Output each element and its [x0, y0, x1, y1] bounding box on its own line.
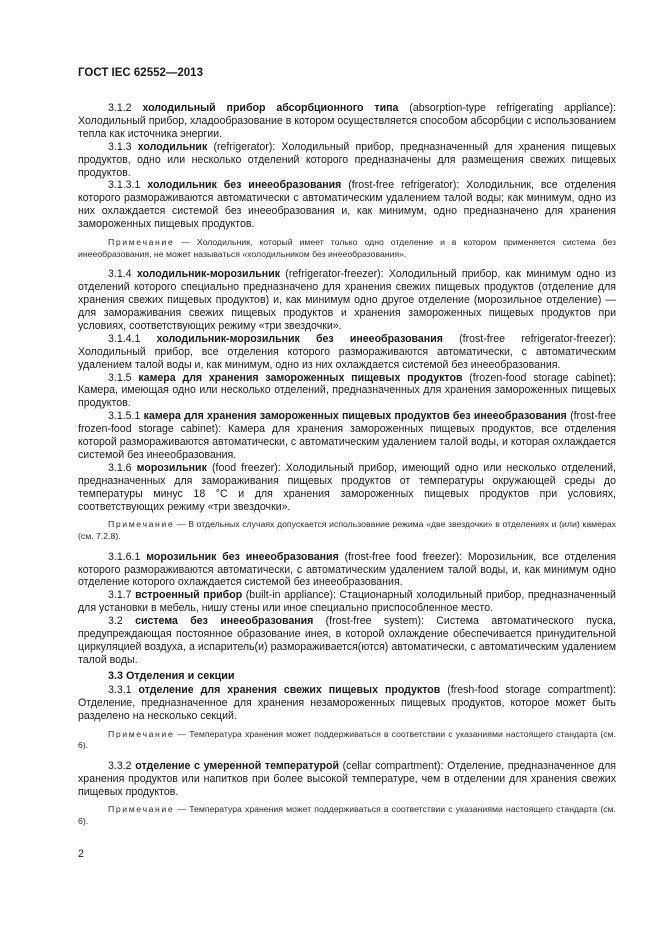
definition-paragraph — [78, 760, 616, 799]
note-label: Примечание — [108, 804, 175, 815]
defined-term: камера для хранения замороженных пищевых продуктов без инееобразования — [143, 410, 567, 423]
note-paragraph — [78, 237, 616, 260]
clause-number: 3.1.2 — [108, 102, 132, 114]
clause-number: 3.1.5 — [108, 371, 132, 384]
definition-text: (frost-free refrigerator): Холодильник, все отделения которого размораживаются автоматически с автоматическим удалением талой воды; как минимум, одно из них охлаждается системой без инееобразования и, как минимум, одно предназначено для хранения замороженных пищевых продуктов. — [78, 179, 616, 231]
definition-paragraph — [78, 179, 616, 231]
clause-number: 3.1.3 — [108, 140, 132, 153]
definition-paragraph — [78, 551, 616, 590]
note-label: Примечание — [108, 519, 175, 530]
definition-paragraph — [78, 372, 616, 411]
note-paragraph — [78, 804, 616, 827]
definition-text: (frozen-food storage cabinet): Камера, имеющая одно или несколько отделений, предназначенных для хранения замороженных пищевых продуктов. — [78, 371, 616, 410]
definition-paragraph — [78, 684, 616, 723]
definition-text: (refrigerator-freezer): Холодильный прибор, как минимум одно из отделений которого специально предназначено для хранения свежих пищевых продуктов (отделение для хранения свежих пищевых продуктов) и, как минимум одно другое отделение (морозильное отделение) — для замораживания свежих пищевых продуктов и хранения замороженных пищевых продуктов при условиях, соответствующих режиму «три звездочки». — [78, 268, 616, 332]
defined-term: холодильник — [137, 140, 208, 153]
definition-paragraph — [78, 102, 616, 141]
defined-term: холодильник-морозильник — [136, 268, 281, 281]
document-body — [78, 102, 616, 828]
definition-paragraph — [78, 410, 616, 462]
defined-term: морозильник — [136, 461, 207, 474]
definition-text: (refrigerator): Холодильный прибор, предназначенный для хранения пищевых продуктов, одно или несколько отделений которого предназначены для размещения свежих пищевых продуктов. — [78, 140, 616, 179]
definition-paragraph — [78, 333, 616, 372]
note-text: — Холодильник, который имеет только одно отделение и в котором применяется система без инееобразования, не может называться «холодильником без инееобразования». — [78, 237, 616, 259]
note-label: Примечание — [108, 237, 175, 248]
defined-term: камера для хранения замороженных пищевых продуктов — [138, 371, 463, 384]
defined-term: морозильник без инееобразования — [146, 550, 339, 563]
clause-number: 3.1.3.1 — [108, 179, 141, 192]
definition-text: (cellar compartment): Отделение, предназначенное для хранения продуктов или напитков при более высокой температуре, чем в отделении для хранения свежих пищевых продуктов. — [78, 759, 617, 798]
definition-text: (frost-free refrigerator-freezer): Холодильный прибор, все отделения которого размораживаются автоматически, с автоматическим удалением талой воды и, как минимум, одно из них охлаждается системой без инееобразования. — [78, 332, 616, 371]
defined-term: отделение для хранения свежих пищевых продуктов — [138, 683, 441, 696]
definition-paragraph — [78, 615, 616, 667]
clause-number: 3.1.5.1 — [108, 410, 141, 423]
definition-paragraph — [78, 141, 616, 180]
defined-term: система без инееобразования — [135, 615, 314, 628]
clause-number: 3.1.6 — [108, 461, 132, 474]
defined-term: встроенный прибор — [135, 589, 243, 602]
definition-paragraph — [78, 268, 616, 333]
definition-text: (frost-free system): Система автоматического пуска, предупреждающая постоянное образование инея, в которой охлаждение обеспечивается принудительной циркуляцией воздуха, а испаритель(и) размораживается(ются) автоматически, с автоматическим удалением талой воды. — [78, 615, 616, 666]
note-text: — В отдельных случаях допускается использование режима «две звездочки» в отделениях и (или) камерах (см. 7.2.8). — [78, 519, 616, 542]
note-paragraph — [78, 729, 616, 752]
note-label: Примечание — [108, 728, 175, 739]
defined-term: холодильный прибор абсорбционного типа — [142, 102, 399, 114]
clause-number: 3.1.4 — [108, 268, 132, 281]
definition-paragraph — [78, 589, 616, 615]
clause-number: 3.1.4.1 — [108, 332, 141, 345]
clause-number: 3.1.6.1 — [108, 550, 141, 563]
document-header: ГОСТ IEC 62552—2013 — [78, 67, 203, 79]
note-text: — Температура хранения может поддерживаться в соответствии с указаниями настоящего стандарта (см. 6). — [78, 728, 616, 751]
definition-text: (fresh-food storage compartment): Отделение, предназначенное для хранения незамороженных пищевых продуктов, которое может быть разделено на несколько секций. — [78, 683, 616, 722]
definition-paragraph — [78, 462, 616, 514]
definition-text: (food freezer): Холодильный прибор, имеющий одно или несколько отделений, предназначенных для замораживания пищевых продуктов от температуры окружающей среды до температуры минус 18 °С и для хранения замороженных пищевых продуктов при условиях, соответствующих режиму «три звездочки». — [78, 461, 617, 513]
clause-number: 3.3.1 — [108, 683, 132, 696]
clause-number: 3.2 — [108, 615, 123, 628]
definition-text: (absorption-type refrigerating appliance): Холодильный прибор, хладообразование в котором осуществляется способом абсорбции с использованием тепла как источника энергии. — [78, 102, 616, 140]
section-heading: 3.3 Отделения и секции — [108, 669, 235, 682]
note-paragraph — [78, 519, 616, 542]
definition-text: (built-in appliance): Стационарный холодильный прибор, предназначенный для установки в мебель, нишу стены или иное специально приспособленное место. — [78, 589, 616, 615]
clause-number: 3.1.7 — [108, 589, 132, 602]
definition-text: (frost-free frozen-food storage cabinet): Камера для хранения замороженных пищевых продуктов, все отделения которой размораживаются автоматически, с автоматическим удалением талой воды, и которая охлаждается системой без инееобразования. — [78, 410, 617, 461]
clause-number: 3.3.2 — [108, 759, 132, 772]
note-text: — Температура хранения может поддерживаться в соответствии с указаниями настоящего стандарта (см. 6). — [78, 804, 616, 827]
document-page — [78, 66, 616, 836]
defined-term: холодильник без инееобразования — [147, 179, 342, 192]
page-number: 2 — [78, 848, 84, 860]
defined-term: холодильник-морозильник без инееобразования — [156, 332, 443, 345]
definition-text: (frost-free food freezer): Морозильник, все отделения которого размораживаются автоматически, с автоматическим удалением талой воды, и, как минимум одно отделение которого охлаждается системой без инееобразования. — [78, 550, 617, 589]
defined-term: отделение с умеренной температурой — [135, 759, 339, 772]
